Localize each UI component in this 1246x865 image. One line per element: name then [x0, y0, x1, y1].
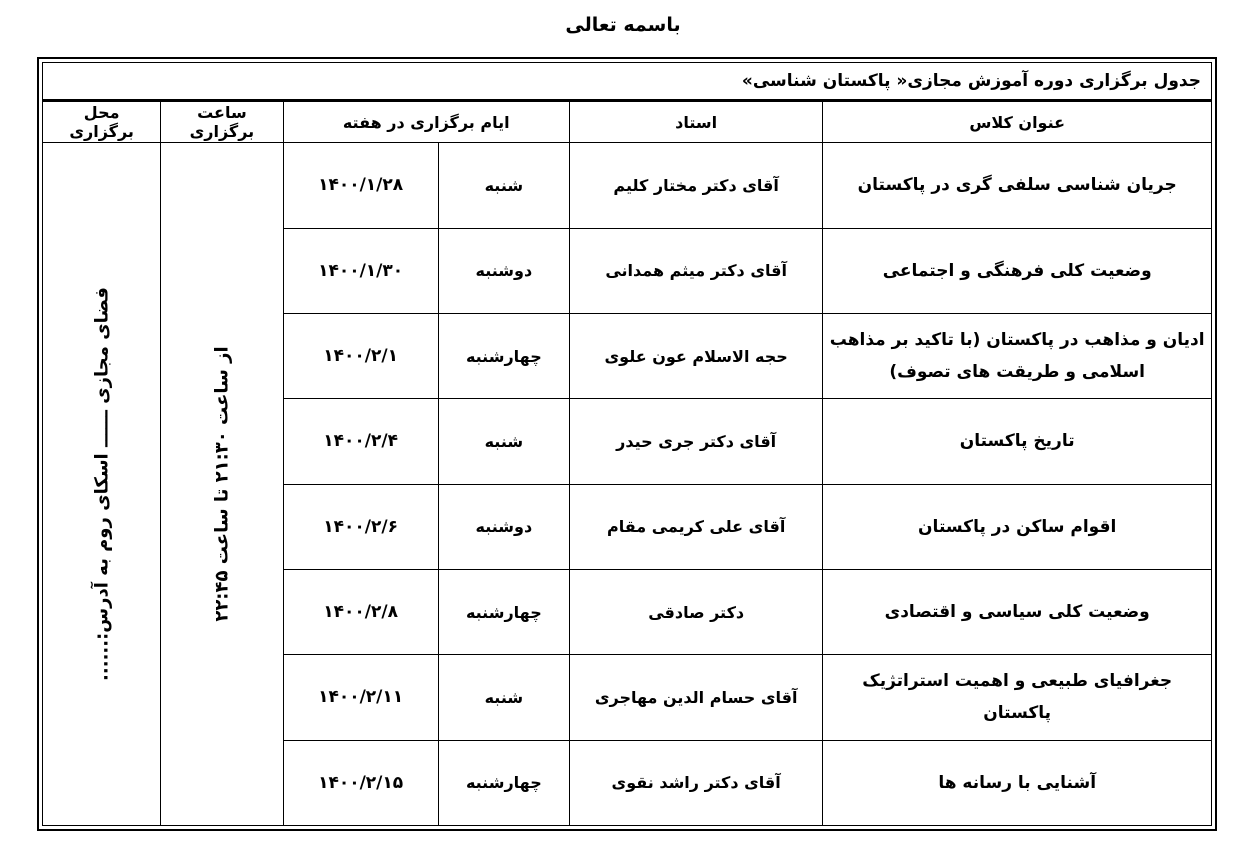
- day-cell: شنبه: [438, 399, 569, 484]
- date-cell: ۱۴۰۰/۲/۱۵: [283, 740, 438, 825]
- teacher-cell: آقای حسام الدین مهاجری: [569, 655, 822, 740]
- schedule-table: [42, 62, 1212, 826]
- teacher-cell: دکتر صادقی: [569, 569, 822, 654]
- column-header-days: ایام برگزاری در هفته: [283, 101, 569, 143]
- date-cell: ۱۴۰۰/۲/۱: [283, 313, 438, 398]
- date-cell: ۱۴۰۰/۲/۸: [283, 569, 438, 654]
- date-cell: ۱۴۰۰/۱/۳۰: [283, 228, 438, 313]
- class-title-cell: تاریخ پاکستان: [823, 399, 1212, 484]
- teacher-cell: آقای دکتر میثم همدانی: [569, 228, 822, 313]
- date-cell: ۱۴۰۰/۲/۴: [283, 399, 438, 484]
- day-cell: چهارشنبه: [438, 569, 569, 654]
- schedule-frame: [37, 57, 1217, 831]
- time-value: از ساعت ۲۱:۳۰ تا ساعت ۲۲:۴۵: [211, 346, 233, 622]
- column-header-location: محل برگزاری: [43, 101, 161, 143]
- column-header-teacher: استاد: [569, 101, 822, 143]
- table-caption: جدول برگزاری دوره آموزش مجازی« پاکستان شناسی»: [43, 63, 1212, 101]
- class-title-cell: جغرافیای طبیعی و اهمیت استراتژیک پاکستان: [823, 655, 1212, 740]
- class-title-cell: اقوام ساکن در پاکستان: [823, 484, 1212, 569]
- day-cell: دوشنبه: [438, 228, 569, 313]
- date-cell: ۱۴۰۰/۲/۶: [283, 484, 438, 569]
- document-heading: باسمه تعالی: [565, 14, 681, 36]
- column-header-time: ساعت برگزاری: [161, 101, 283, 143]
- date-cell: ۱۴۰۰/۲/۱۱: [283, 655, 438, 740]
- teacher-cell: آقای علی کریمی مقام: [569, 484, 822, 569]
- teacher-cell: آقای دکتر راشد نقوی: [569, 740, 822, 825]
- day-cell: چهارشنبه: [438, 313, 569, 398]
- class-title-cell: آشنایی با رسانه ها: [823, 740, 1212, 825]
- teacher-cell: آقای دکتر جری حیدر: [569, 399, 822, 484]
- table-header-row: [43, 101, 1212, 143]
- class-title-cell: ادیان و مذاهب در پاکستان (با تاکید بر مذاهب اسلامی و طریقت های تصوف): [823, 313, 1212, 398]
- column-header-title: عنوان کلاس: [823, 101, 1212, 143]
- location-cell: [43, 143, 161, 826]
- day-cell: دوشنبه: [438, 484, 569, 569]
- teacher-cell: حجه الاسلام عون علوی: [569, 313, 822, 398]
- day-cell: چهارشنبه: [438, 740, 569, 825]
- day-cell: شنبه: [438, 655, 569, 740]
- date-cell: ۱۴۰۰/۱/۲۸: [283, 143, 438, 228]
- class-title-cell: وضعیت کلی فرهنگی و اجتماعی: [823, 228, 1212, 313]
- class-title-cell: وضعیت کلی سیاسی و اقتصادی: [823, 569, 1212, 654]
- table-row: [43, 143, 1212, 228]
- teacher-cell: آقای دکتر مختار کلیم: [569, 143, 822, 228]
- location-value: فضای مجازی ــــــ اسکای روم به آدرس:......: [91, 287, 113, 682]
- time-cell: [161, 143, 283, 826]
- day-cell: شنبه: [438, 143, 569, 228]
- class-title-cell: جریان شناسی سلفی گری در پاکستان: [823, 143, 1212, 228]
